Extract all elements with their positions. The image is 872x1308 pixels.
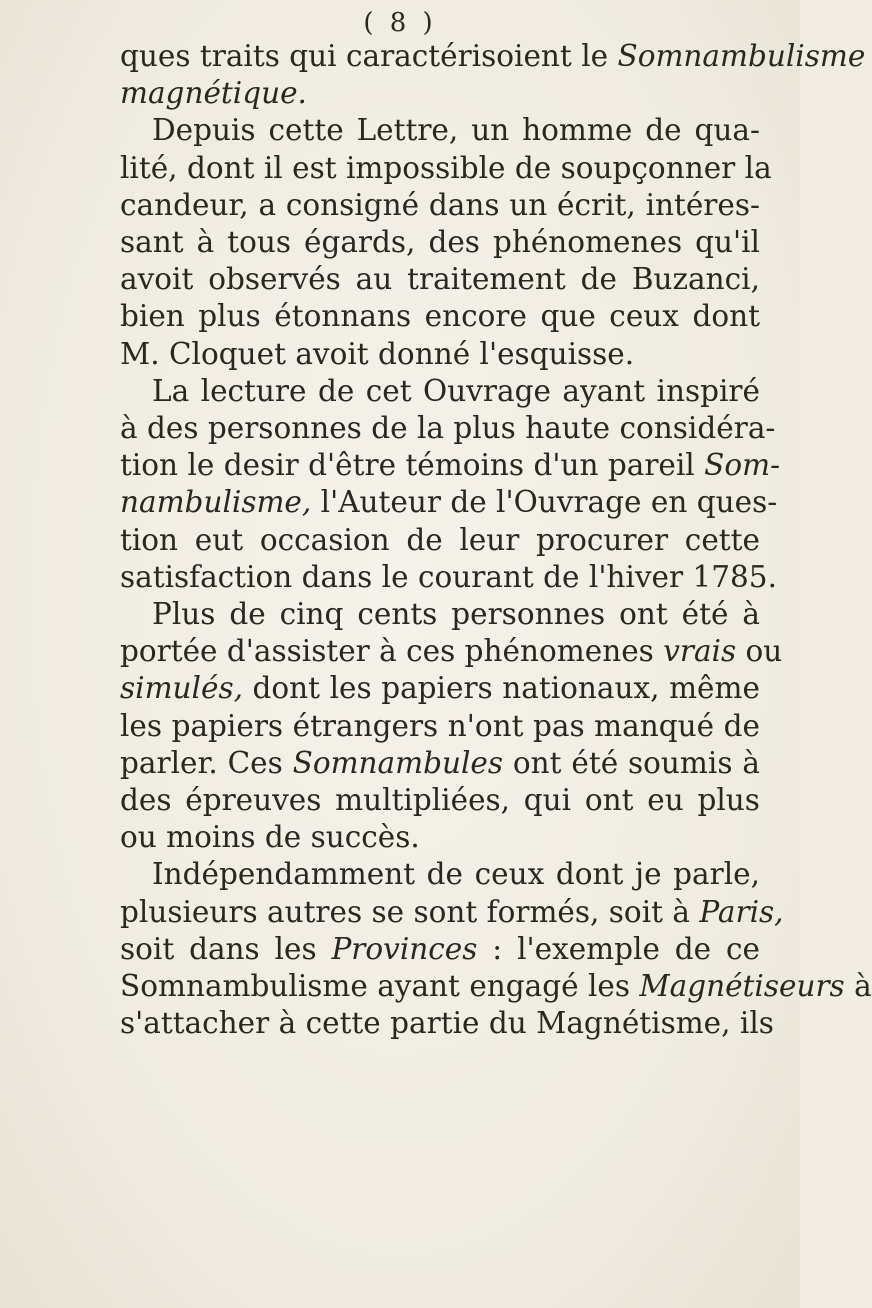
text-line: s'attacher à cette partie du Magnétisme, ils	[120, 1006, 774, 1041]
text-line: ques traits qui caractérisoient le Somnambulisme	[120, 39, 866, 73]
text-line: des épreuves multipliées, qui ont eu plus	[120, 783, 760, 818]
text-line: lité, dont il est impossible de soupçonner la	[120, 150, 772, 185]
text-line: magnétique.	[120, 76, 307, 111]
text-line: avoit observés au traitement de Buzanci,	[120, 262, 760, 297]
text-line: M. Cloquet avoit donné l'esquisse.	[120, 336, 635, 371]
text-line: sant à tous égards, des phénomenes qu'il	[120, 225, 760, 260]
page-number: ( 8 )	[363, 8, 437, 38]
text-line: les papiers étrangers n'ont pas manqué de	[120, 708, 760, 743]
text-line: ou moins de succès.	[120, 820, 420, 855]
text-line: tion le desir d'être témoins d'un pareil Som-	[120, 448, 781, 483]
text-line: satisfaction dans le courant de l'hiver 1785.	[120, 559, 777, 594]
text-line: Somnambulisme ayant engagé les Magnétiseurs à	[120, 969, 872, 1004]
text-line: tion eut occasion de leur procurer cette	[120, 522, 760, 557]
text-line: simulés, dont les papiers nationaux, même	[120, 671, 760, 706]
text-line: à des personnes de la plus haute considéra-	[120, 411, 776, 446]
text-line: nambulisme, l'Auteur de l'Ouvrage en ques-	[120, 485, 778, 520]
text-line: candeur, a consigné dans un écrit, intéres-	[120, 187, 760, 222]
text-line: portée d'assister à ces phénomenes vrais ou	[120, 634, 783, 669]
text-line: Depuis cette Lettre, un homme de qua-	[152, 113, 760, 148]
text-line: soit dans les Provinces : l'exemple de ce	[120, 931, 760, 966]
body-text	[120, 38, 872, 1042]
text-line: parler. Ces Somnambules ont été soumis à	[120, 745, 760, 780]
text-line: bien plus étonnans encore que ceux dont	[120, 299, 760, 334]
text-line: La lecture de cet Ouvrage ayant inspiré	[152, 373, 760, 408]
text-line: Indépendamment de ceux dont je parle,	[152, 857, 760, 892]
text-line: Plus de cinq cents personnes ont été à	[152, 597, 760, 632]
text-line: plusieurs autres se sont formés, soit à Paris,	[120, 894, 784, 929]
